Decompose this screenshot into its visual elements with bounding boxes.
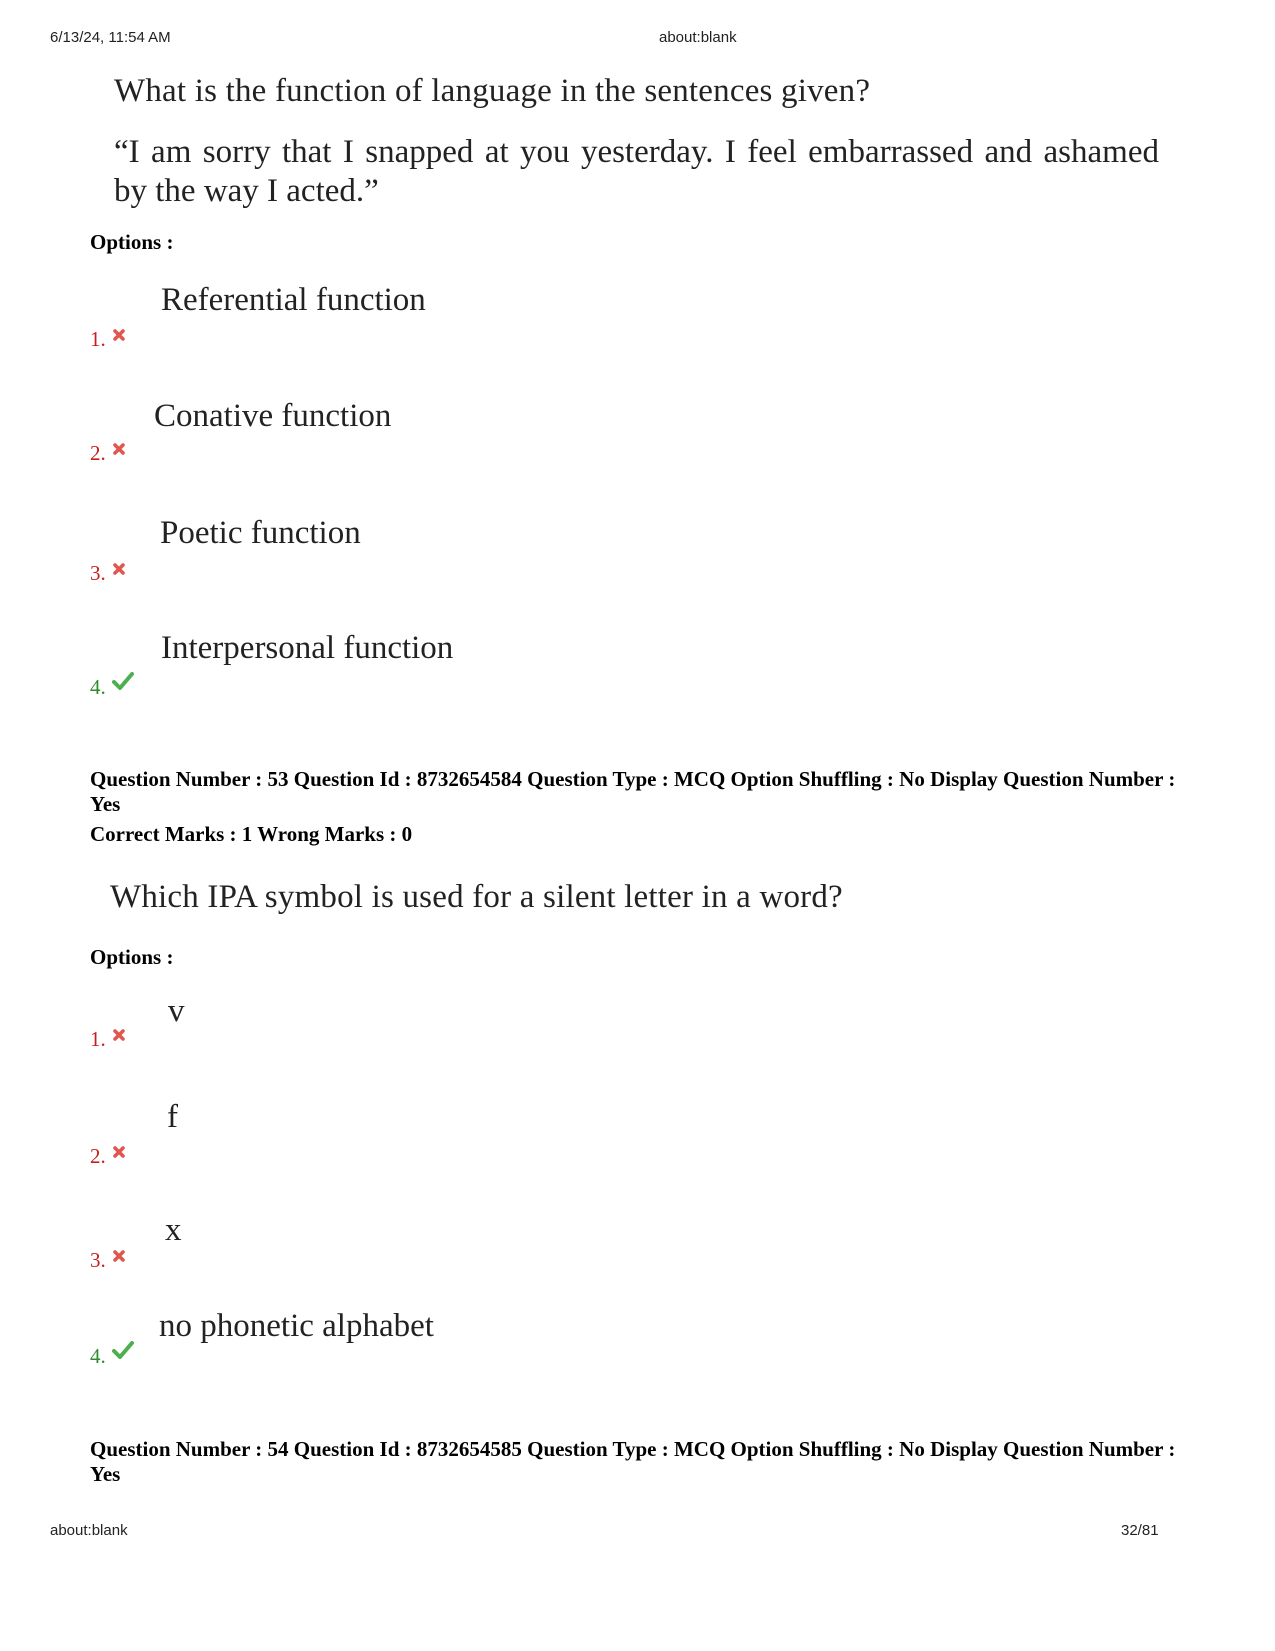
print-title: about:blank — [659, 29, 737, 46]
print-url: about:blank — [50, 1522, 128, 1539]
q52-option-2 — [90, 437, 126, 466]
q53-option-3-number: 3. — [90, 1248, 106, 1272]
q53-option-1-text: v — [168, 993, 185, 1029]
q52-option-1 — [90, 323, 126, 352]
q52-option-4 — [90, 671, 134, 700]
cross-icon — [112, 1140, 126, 1165]
check-icon — [112, 1340, 134, 1365]
q52-option-1-text: Referential function — [161, 282, 426, 318]
q53-option-4 — [90, 1340, 134, 1369]
question-52-text: What is the function of language in the sentences given? — [114, 73, 871, 109]
cross-icon — [112, 1023, 126, 1048]
cross-icon — [112, 323, 126, 348]
q53-option-2 — [90, 1140, 126, 1169]
check-icon — [112, 671, 134, 696]
cross-icon — [112, 437, 126, 462]
q52-option-3-text: Poetic function — [160, 515, 361, 551]
q52-option-2-number: 2. — [90, 441, 106, 465]
question-53-text: Which IPA symbol is used for a silent letter in a word? — [110, 879, 843, 915]
q52-option-4-text: Interpersonal function — [161, 630, 454, 666]
print-datetime: 6/13/24, 11:54 AM — [50, 29, 171, 46]
q52-option-3-number: 3. — [90, 561, 106, 585]
question-53-meta: Question Number : 53 Question Id : 8732654584 Question Type : MCQ Option Shuffling : No Display Question Number : Yes — [90, 767, 1176, 816]
q53-option-1-number: 1. — [90, 1027, 106, 1051]
cross-icon — [112, 1244, 126, 1269]
q53-option-4-number: 4. — [90, 1344, 106, 1368]
question-53-marks: Correct Marks : 1 Wrong Marks : 0 — [90, 822, 413, 846]
q52-option-1-number: 1. — [90, 327, 106, 351]
q53-option-3 — [90, 1244, 126, 1273]
question-52-options-label: Options : — [90, 230, 174, 254]
q52-option-3 — [90, 557, 126, 586]
q53-option-2-number: 2. — [90, 1144, 106, 1168]
q53-option-4-text: no phonetic alphabet — [159, 1308, 434, 1344]
question-53-options-label: Options : — [90, 945, 174, 969]
q52-option-2-text: Conative function — [154, 398, 392, 434]
q53-option-1 — [90, 1023, 126, 1052]
q53-option-3-text: x — [165, 1212, 182, 1248]
cross-icon — [112, 557, 126, 582]
page-number: 32/81 — [1121, 1522, 1159, 1539]
q52-option-4-number: 4. — [90, 675, 106, 699]
question-54-meta: Question Number : 54 Question Id : 8732654585 Question Type : MCQ Option Shuffling : No Display Question Number : Yes — [90, 1437, 1176, 1486]
question-52-quote: “I am sorry that I snapped at you yesterday. I feel embarrassed and ashamed by the way I acted.” — [114, 134, 1159, 209]
q53-option-2-text: f — [167, 1099, 178, 1135]
